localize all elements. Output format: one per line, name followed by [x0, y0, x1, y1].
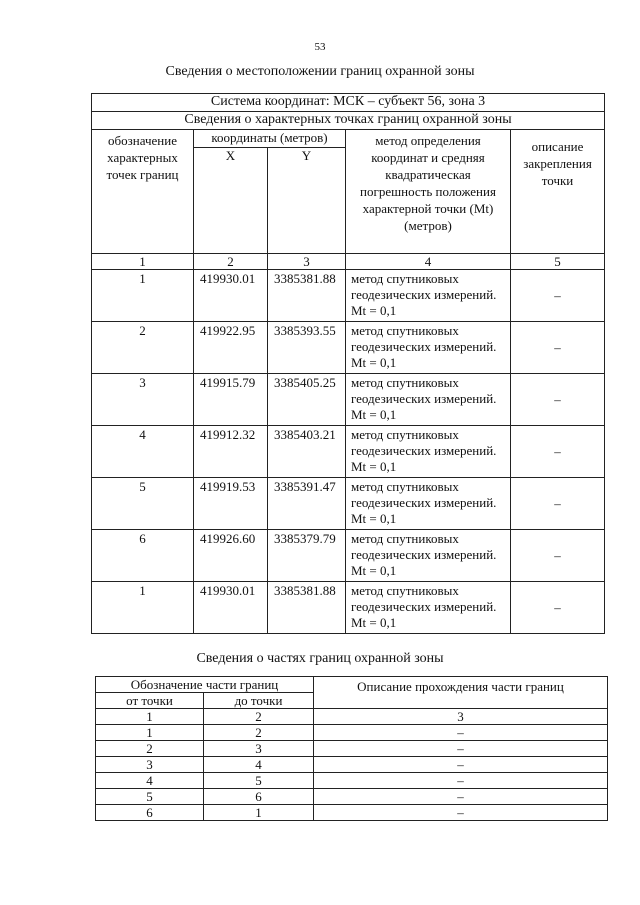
header-part-description: Описание прохождения части границ: [314, 677, 608, 709]
cell-x: 419919.53: [194, 478, 268, 530]
header-point-designation: обозначение характерных точек границ: [92, 130, 194, 254]
cell-method: метод спутниковых геодезических измерений. Mt = 0,1: [346, 374, 511, 426]
header-to-point: до точки: [204, 693, 314, 709]
cell-from: 3: [96, 757, 204, 773]
cell-description: –: [511, 322, 605, 374]
column-number: 3: [268, 254, 346, 270]
cell-y: 3385403.21: [268, 426, 346, 478]
cell-from: 1: [96, 725, 204, 741]
cell-x: 419922.95: [194, 322, 268, 374]
cell-point: 2: [92, 322, 194, 374]
header-method: метод определения координат и средняя квадратическая погрешность положения характерной точки (Mt) (метров): [346, 130, 511, 254]
column-number: 5: [511, 254, 605, 270]
table-row: [96, 773, 608, 789]
cell-from: 2: [96, 741, 204, 757]
cell-point: 6: [92, 530, 194, 582]
table-row: [92, 426, 605, 478]
cell-part-description: –: [314, 725, 608, 741]
cell-from: 5: [96, 789, 204, 805]
header-x: X: [194, 148, 268, 254]
table-row: [92, 374, 605, 426]
cell-y: 3385393.55: [268, 322, 346, 374]
cell-method: метод спутниковых геодезических измерений. Mt = 0,1: [346, 582, 511, 634]
cell-y: 3385379.79: [268, 530, 346, 582]
cell-to: 4: [204, 757, 314, 773]
cell-y: 3385391.47: [268, 478, 346, 530]
parts-section-title: Сведения о частях границ охранной зоны: [196, 651, 444, 666]
cell-point: 4: [92, 426, 194, 478]
header-description: описание закрепления точки: [511, 130, 605, 254]
cell-method: метод спутниковых геодезических измерений. Mt = 0,1: [346, 322, 511, 374]
points-section-caption: Сведения о характерных точках границ охранной зоны: [92, 112, 605, 130]
cell-x: 419915.79: [194, 374, 268, 426]
cell-y: 3385381.88: [268, 582, 346, 634]
points-table: [91, 93, 605, 634]
table-row: [92, 322, 605, 374]
cell-to: 5: [204, 773, 314, 789]
table-row: [92, 530, 605, 582]
cell-point: 1: [92, 270, 194, 322]
column-number: 2: [204, 709, 314, 725]
header-part-designation: Обозначение части границ: [96, 677, 314, 693]
cell-x: 419926.60: [194, 530, 268, 582]
header-from-point: от точки: [96, 693, 204, 709]
table-row: [96, 789, 608, 805]
table-row: [96, 741, 608, 757]
cell-to: 6: [204, 789, 314, 805]
cell-y: 3385381.88: [268, 270, 346, 322]
cell-part-description: –: [314, 805, 608, 821]
cell-method: метод спутниковых геодезических измерений. Mt = 0,1: [346, 270, 511, 322]
cell-description: –: [511, 530, 605, 582]
cell-part-description: –: [314, 789, 608, 805]
cell-point: 1: [92, 582, 194, 634]
table-row: [92, 478, 605, 530]
cell-part-description: –: [314, 741, 608, 757]
table-row: [96, 725, 608, 741]
cell-method: метод спутниковых геодезических измерений. Mt = 0,1: [346, 530, 511, 582]
cell-to: 3: [204, 741, 314, 757]
column-number: 3: [314, 709, 608, 725]
cell-x: 419930.01: [194, 582, 268, 634]
cell-method: метод спутниковых геодезических измерений. Mt = 0,1: [346, 426, 511, 478]
cell-from: 6: [96, 805, 204, 821]
parts-table: [95, 676, 608, 821]
cell-point: 5: [92, 478, 194, 530]
cell-y: 3385405.25: [268, 374, 346, 426]
cell-description: –: [511, 582, 605, 634]
cell-from: 4: [96, 773, 204, 789]
location-section-title: Сведения о местоположении границ охранной зоны: [165, 64, 475, 79]
table-row: [96, 805, 608, 821]
table-row: [96, 757, 608, 773]
cell-x: 419930.01: [194, 270, 268, 322]
cell-description: –: [511, 478, 605, 530]
header-coordinates: координаты (метров): [194, 130, 346, 148]
cell-part-description: –: [314, 773, 608, 789]
column-number: 1: [96, 709, 204, 725]
cell-point: 3: [92, 374, 194, 426]
cell-to: 1: [204, 805, 314, 821]
page-number: 53: [314, 41, 326, 53]
cell-description: –: [511, 374, 605, 426]
cell-part-description: –: [314, 757, 608, 773]
cell-description: –: [511, 270, 605, 322]
coordinate-system-caption: Система координат: МСК – субъект 56, зона 3: [92, 94, 605, 112]
cell-method: метод спутниковых геодезических измерений. Mt = 0,1: [346, 478, 511, 530]
table-row: [92, 270, 605, 322]
cell-to: 2: [204, 725, 314, 741]
header-y: Y: [268, 148, 346, 254]
column-number: 1: [92, 254, 194, 270]
column-number: 2: [194, 254, 268, 270]
cell-x: 419912.32: [194, 426, 268, 478]
column-number: 4: [346, 254, 511, 270]
table-row: [92, 582, 605, 634]
cell-description: –: [511, 426, 605, 478]
